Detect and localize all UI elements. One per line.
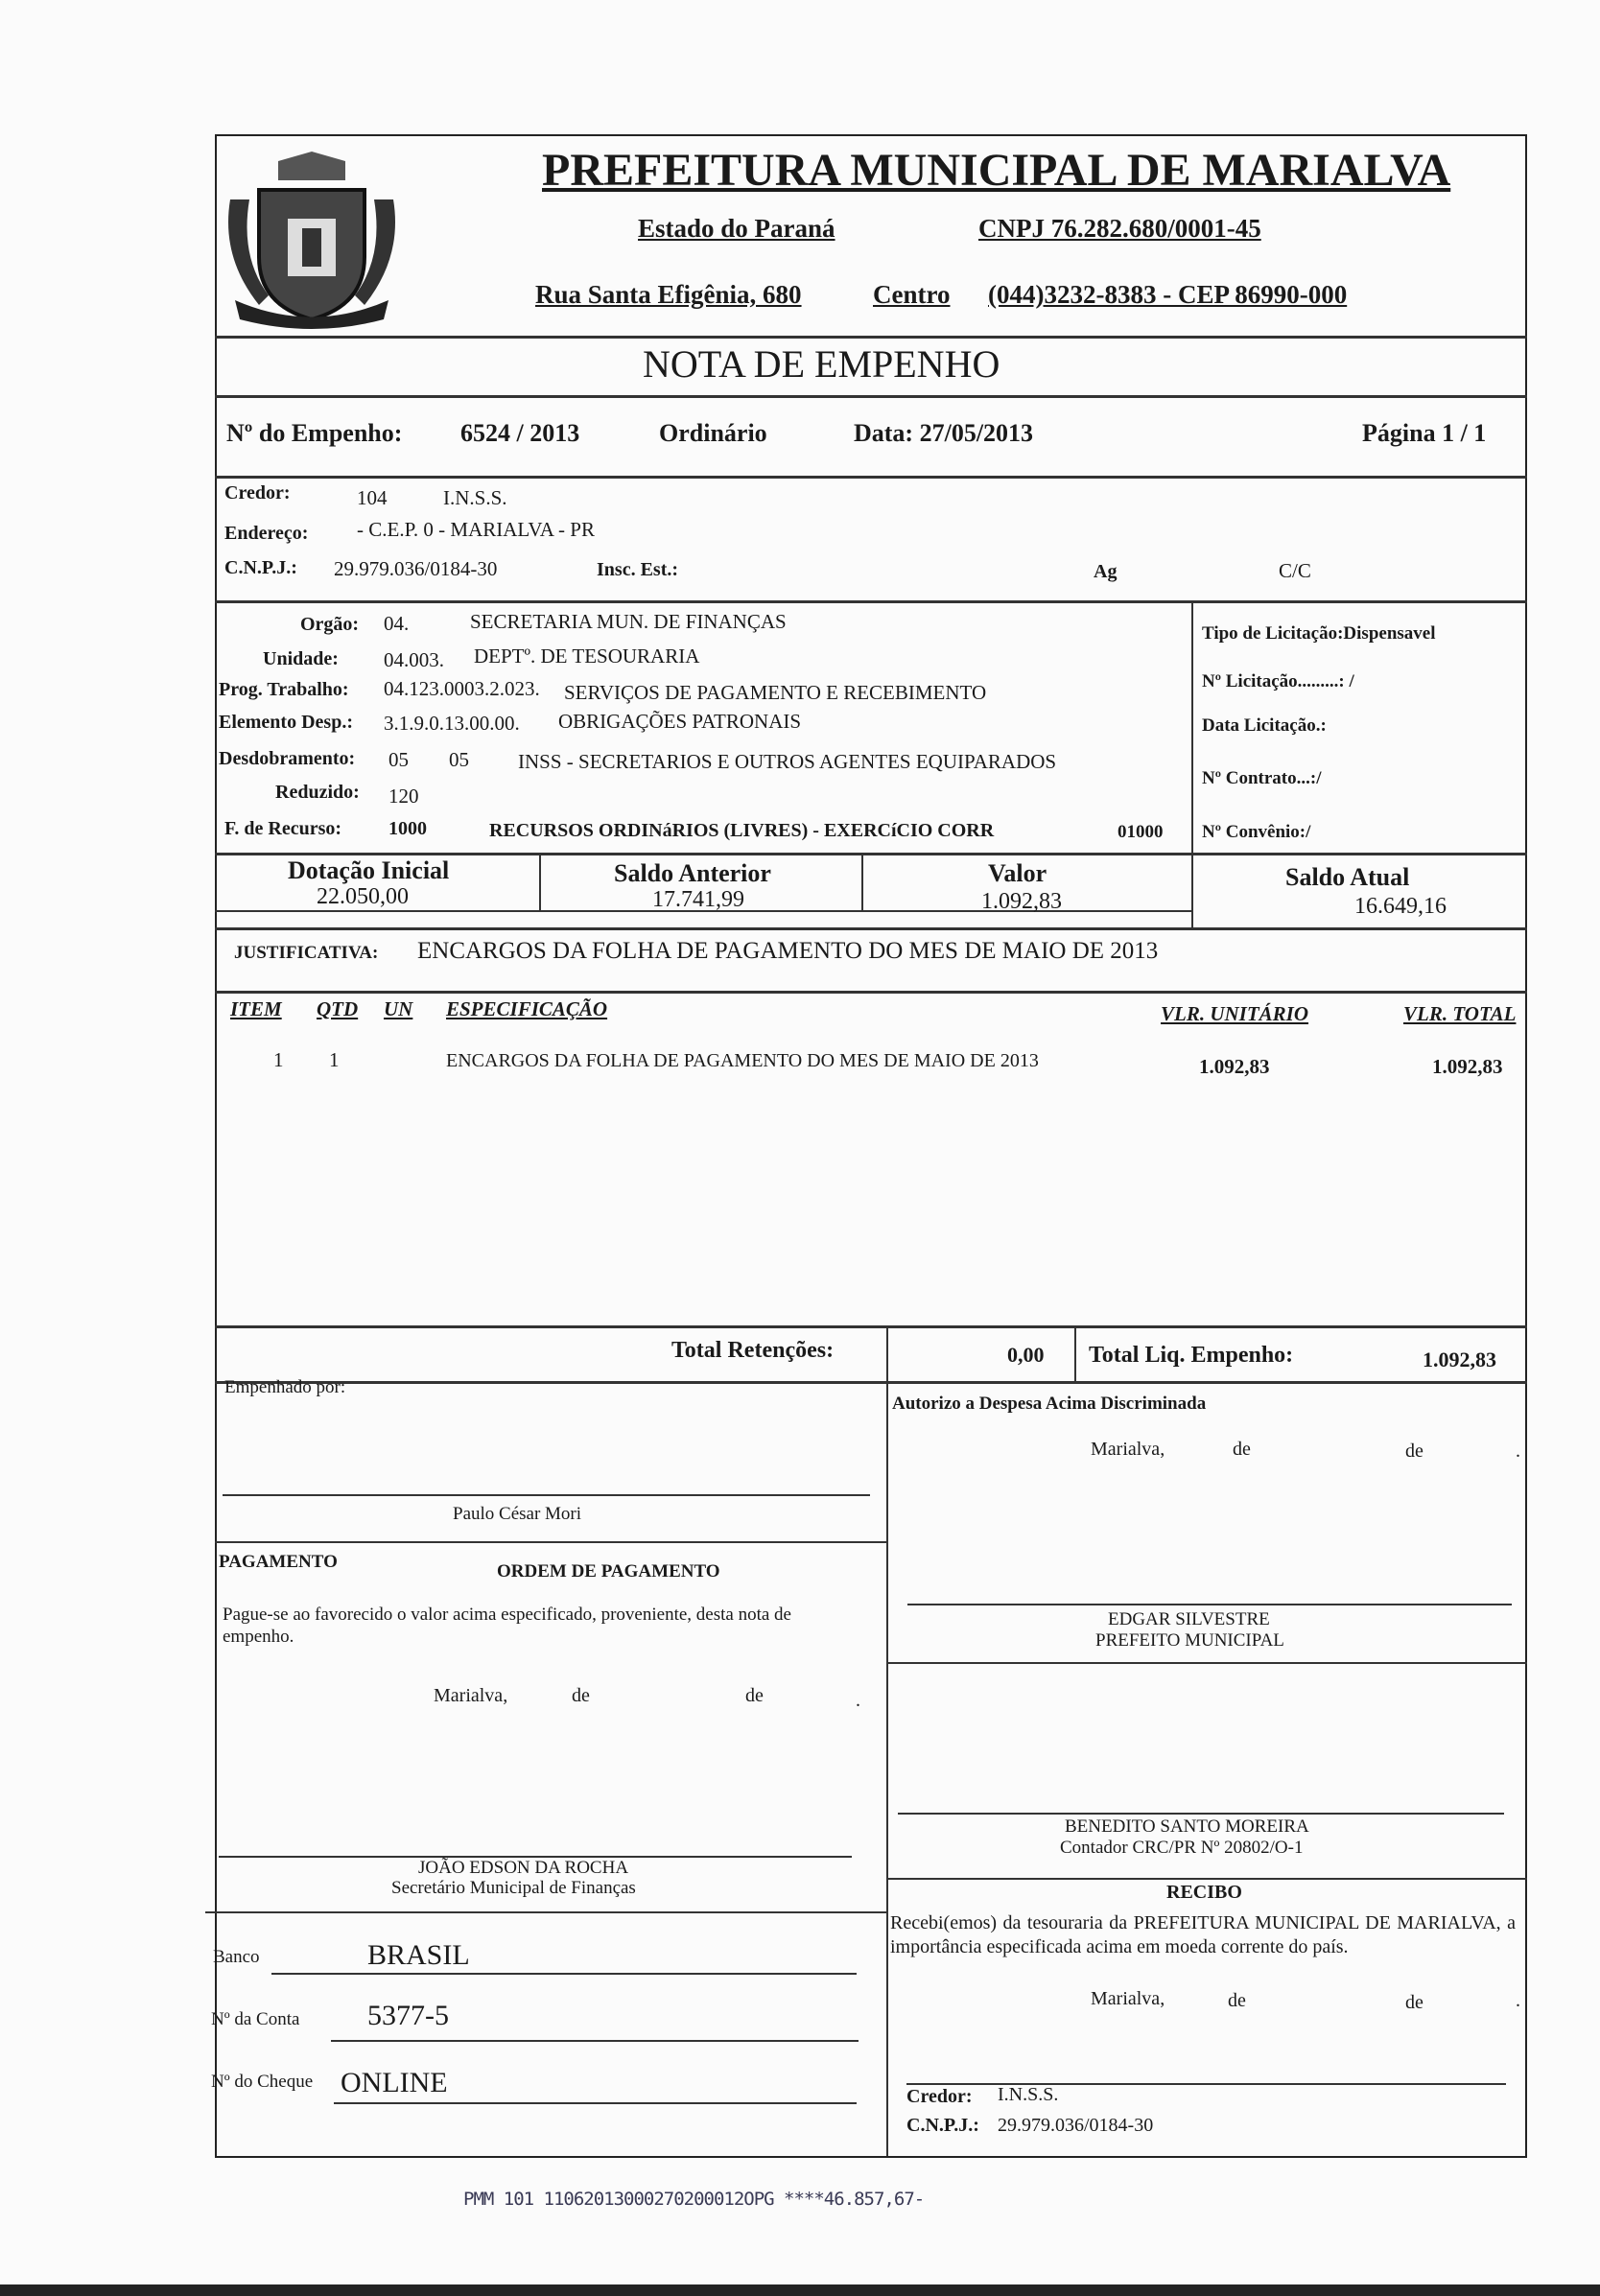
document-title: NOTA DE EMPENHO xyxy=(643,342,1000,386)
col-qtd: QTD xyxy=(317,997,359,1020)
col-spec: ESPECIFICAÇÃO xyxy=(446,997,608,1020)
conta-value: 5377-5 xyxy=(367,2000,449,2031)
dotacao-value: 22.050,00 xyxy=(317,884,409,909)
cheque-value: ONLINE xyxy=(341,2067,448,2098)
recibo-credor: I.N.S.S. xyxy=(998,2084,1059,2105)
empenhado-por-label: Empenhado por: xyxy=(224,1377,346,1397)
valor-value: 1.092,83 xyxy=(981,889,1062,914)
prog-name: SERVIÇOS DE PAGAMENTO E RECEBIMENTO xyxy=(564,681,987,704)
justificativa-text: ENCARGOS DA FOLHA DE PAGAMENTO DO MES DE MAIO DE 2013 xyxy=(417,938,1159,964)
recibo-de-1: de xyxy=(1228,1990,1246,2011)
valor-label: Valor xyxy=(988,859,1047,887)
left-de-1: de xyxy=(572,1685,590,1706)
reduzido-value: 120 xyxy=(388,785,419,808)
empenhado-por-name: Paulo César Mori xyxy=(453,1504,582,1524)
row-spec: ENCARGOS DA FOLHA DE PAGAMENTO DO MES DE MAIO DE 2013 xyxy=(446,1050,1039,1071)
header-title: PREFEITURA MUNICIPAL DE MARIALVA xyxy=(542,145,1451,196)
credor-code: 104 xyxy=(357,486,388,509)
header-cnpj: CNPJ 76.282.680/0001-45 xyxy=(978,214,1261,243)
row-item: 1 xyxy=(273,1048,284,1071)
pagamento-title: PAGAMENTO xyxy=(219,1552,338,1572)
dotacao-label: Dotação Inicial xyxy=(288,856,450,884)
autorizo-text: Autorizo a Despesa Acima Discriminada xyxy=(892,1394,1207,1414)
prefeito-role: PREFEITO MUNICIPAL xyxy=(1095,1630,1284,1651)
banco-value: BRASIL xyxy=(367,1939,470,1971)
cnpj-label: C.N.P.J.: xyxy=(224,557,297,578)
pague-se-text: Pague-se ao favorecido o valor acima especificado, proveniente, desta nota de empenho. xyxy=(223,1605,791,1647)
ordem-pagamento-title: ORDEM DE PAGAMENTO xyxy=(497,1561,720,1581)
recurso-code: 1000 xyxy=(388,818,427,839)
right-de-1: de xyxy=(1233,1439,1251,1460)
contador-name: BENEDITO SANTO MOREIRA xyxy=(1065,1816,1309,1837)
empenho-date: Data: 27/05/2013 xyxy=(854,419,1034,447)
col-un: UN xyxy=(384,997,413,1020)
prog-label: Prog. Trabalho: xyxy=(219,679,349,700)
cheque-label: Nº do Cheque xyxy=(211,2072,314,2092)
right-place: Marialva, xyxy=(1091,1439,1165,1460)
numero-contrato: Nº Contrato...:/ xyxy=(1202,768,1322,788)
prog-code: 04.123.0003.2.023. xyxy=(384,677,540,700)
page-number: Página 1 / 1 xyxy=(1362,419,1487,447)
prefeito-name: EDGAR SILVESTRE xyxy=(1108,1609,1270,1629)
tipo-licitacao: Tipo de Licitação:Dispensavel xyxy=(1202,623,1436,644)
elemento-label: Elemento Desp.: xyxy=(219,712,353,733)
coat-of-arms-icon xyxy=(221,142,403,334)
saldo-anterior-label: Saldo Anterior xyxy=(614,859,771,887)
empenho-type: Ordinário xyxy=(659,419,767,447)
recibo-cnpj-label: C.N.P.J.: xyxy=(906,2115,979,2136)
numero-licitacao: Nº Licitação.........: / xyxy=(1202,671,1354,691)
header-state: Estado do Paraná xyxy=(638,214,835,243)
right-dot: . xyxy=(1516,1441,1520,1462)
recibo-dot: . xyxy=(1516,1990,1520,2011)
desdobramento-name: INSS - SECRETARIOS E OUTROS AGENTES EQUIPARADOS xyxy=(518,750,1057,773)
saldo-atual-value: 16.649,16 xyxy=(1354,894,1447,919)
elemento-code: 3.1.9.0.13.00.00. xyxy=(384,712,520,735)
unidade-name: DEPTº. DE TESOURARIA xyxy=(474,644,700,668)
insc-est-label: Insc. Est.: xyxy=(597,559,679,580)
recurso-name: RECURSOS ORDINáRIOS (LIVRES) - EXERCíCIO CORR xyxy=(489,820,995,841)
contador-role: Contador CRC/PR Nº 20802/O-1 xyxy=(1060,1838,1304,1858)
col-unit-value: VLR. UNITÁRIO xyxy=(1161,1002,1309,1025)
banco-label: Banco xyxy=(213,1947,260,1967)
data-licitacao: Data Licitação.: xyxy=(1202,715,1327,736)
col-item: ITEM xyxy=(230,997,282,1020)
credor-cnpj: 29.979.036/0184-30 xyxy=(334,557,498,580)
row-total-value: 1.092,83 xyxy=(1432,1055,1503,1078)
left-dot: . xyxy=(856,1690,860,1711)
recibo-text: Recebi(emos) da tesouraria da PREFEITURA MUNICIPAL DE MARIALVA, a importância especificada acima em moeda corrente do país. xyxy=(890,1912,1516,1957)
unidade-label: Unidade: xyxy=(263,648,339,669)
credor-label: Credor: xyxy=(224,482,291,504)
total-retencoes-label: Total Retenções: xyxy=(671,1338,835,1363)
numero-convenio: Nº Convênio:/ xyxy=(1202,822,1311,842)
desdobramento-b: 05 xyxy=(449,748,469,771)
empenho-number: 6524 / 2013 xyxy=(460,419,580,447)
desdobramento-a: 05 xyxy=(388,748,409,771)
recurso-number: 01000 xyxy=(1118,822,1164,842)
cc-label: C/C xyxy=(1279,559,1311,582)
orgao-code: 04. xyxy=(384,612,410,635)
saldo-atual-label: Saldo Atual xyxy=(1285,863,1410,891)
orgao-name: SECRETARIA MUN. DE FINANÇAS xyxy=(470,610,787,633)
recibo-cnpj: 29.979.036/0184-30 xyxy=(998,2115,1154,2136)
recibo-title: RECIBO xyxy=(1166,1882,1242,1903)
unidade-code: 04.003. xyxy=(384,648,444,671)
recibo-de-2: de xyxy=(1405,1992,1424,2013)
header-address: Rua Santa Efigênia, 680 xyxy=(535,280,802,309)
secretario-role: Secretário Municipal de Finanças xyxy=(391,1878,636,1898)
desdobramento-label: Desdobramento: xyxy=(219,748,356,769)
conta-label: Nº da Conta xyxy=(211,2009,300,2029)
recurso-label: F. de Recurso: xyxy=(224,818,342,839)
total-liq-value: 1.092,83 xyxy=(1423,1347,1496,1371)
col-total-value: VLR. TOTAL xyxy=(1403,1002,1517,1025)
reduzido-label: Reduzido: xyxy=(275,782,360,803)
header-district: Centro xyxy=(873,280,951,309)
left-place: Marialva, xyxy=(434,1685,508,1706)
header-phone-cep: (044)3232-8383 - CEP 86990-000 xyxy=(988,280,1348,309)
recibo-place: Marialva, xyxy=(1091,1988,1165,2009)
orgao-label: Orgão: xyxy=(300,614,360,635)
address-label: Endereço: xyxy=(224,523,309,544)
justificativa-label: JUSTIFICATIVA: xyxy=(234,943,379,963)
total-retencoes-value: 0,00 xyxy=(1007,1343,1045,1367)
secretario-name: JOÃO EDSON DA ROCHA xyxy=(418,1858,629,1878)
machine-authentication-line: PMM 101 11062013000270200012OPG ****46.857,67- xyxy=(463,2189,925,2210)
saldo-anterior-value: 17.741,99 xyxy=(652,887,744,912)
total-liq-label: Total Liq. Empenho: xyxy=(1089,1343,1294,1368)
credor-address: - C.E.P. 0 - MARIALVA - PR xyxy=(357,518,595,541)
recibo-credor-label: Credor: xyxy=(906,2086,973,2107)
elemento-name: OBRIGAÇÕES PATRONAIS xyxy=(558,710,802,733)
credor-name: I.N.S.S. xyxy=(443,486,507,509)
ag-label: Ag xyxy=(1094,561,1118,582)
row-unit-value: 1.092,83 xyxy=(1199,1055,1270,1078)
empenho-number-label: Nº do Empenho: xyxy=(226,419,403,447)
scan-edge xyxy=(0,2284,1600,2296)
right-de-2: de xyxy=(1405,1441,1424,1462)
left-de-2: de xyxy=(745,1685,764,1706)
row-qtd: 1 xyxy=(329,1048,340,1071)
